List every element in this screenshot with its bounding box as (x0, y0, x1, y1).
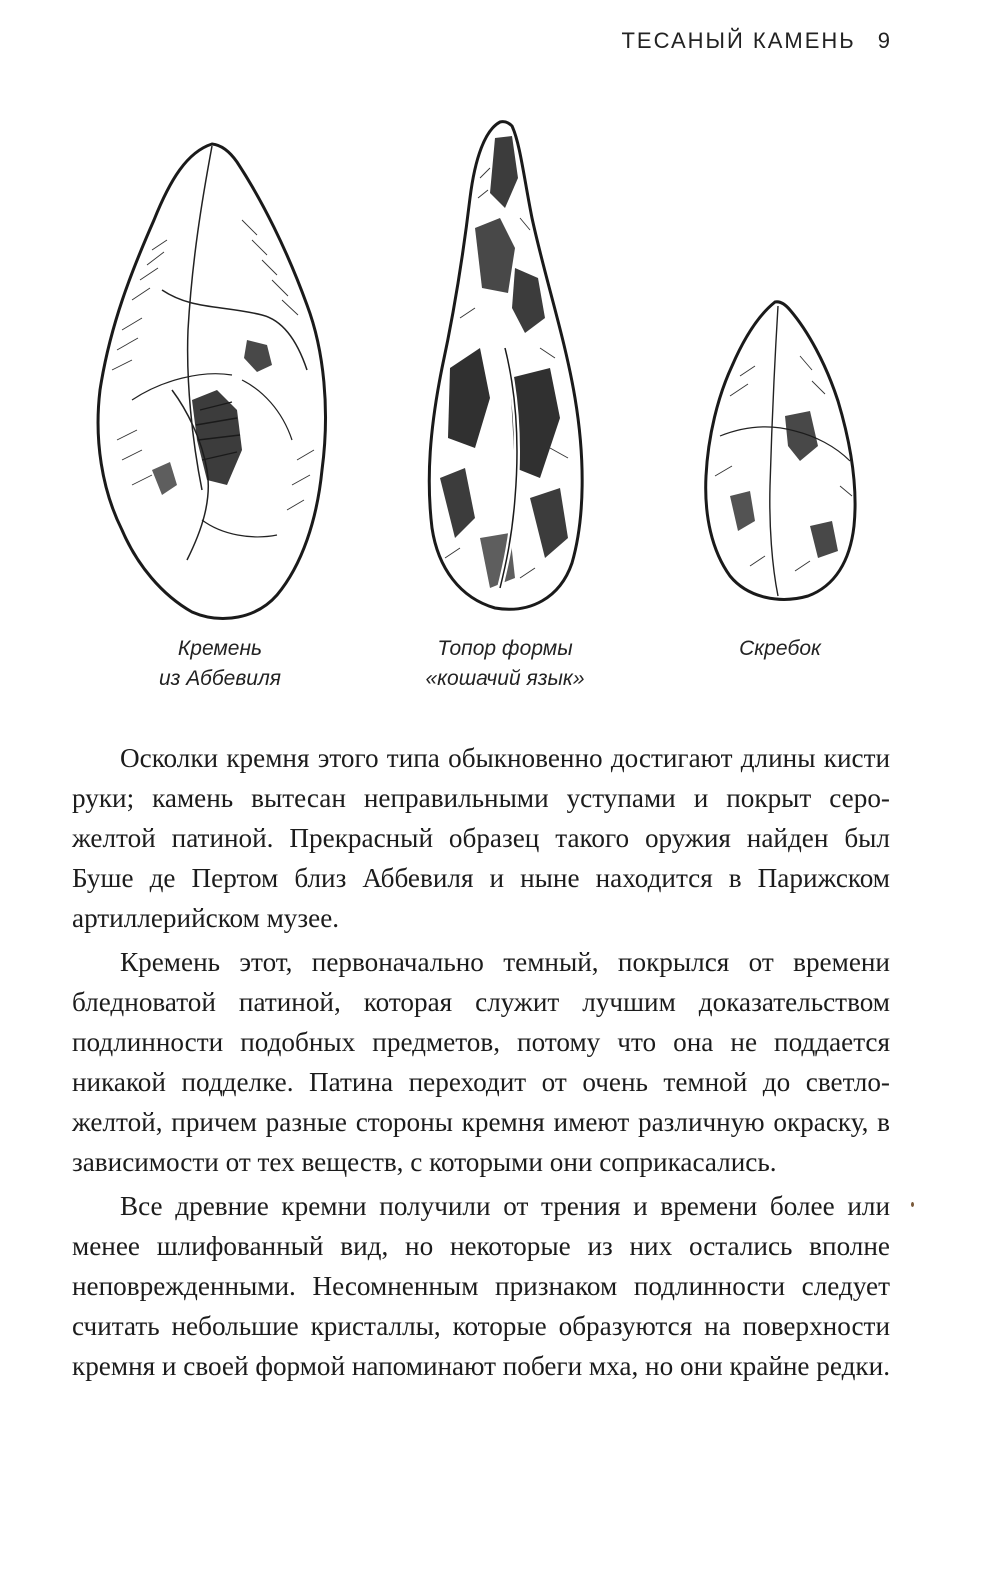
paragraph: Осколки кремня этого типа обыкновенно достигают длины кисти руки; камень вытесан неправильными уступами и покрыт серо-желтой патиной. Прекрасный образец такого оружия найден был Буше де Пертом близ Аббевиля и ныне находится в Парижском артиллерийском музее. (72, 743, 890, 933)
running-header (621, 28, 892, 54)
paragraph: Кремень этот, первоначально темный, покрылся от времени бледноватой патиной, которая служит лучшим доказательством подлинности подобных предметов, потому что она не поддается никакой подделке. Патина переходит от очень темной до светло-желтой, причем разные стороны кремня имеют различную окраску, в зависимости от тех веществ, с которыми они соприкасались. (72, 947, 890, 1177)
flint-handaxe-drawing-icon (92, 140, 337, 625)
cat-tongue-axe-drawing-icon (420, 118, 595, 618)
caption-line: Кремень (177, 637, 263, 660)
running-title: ТЕСАНЫЙ КАМЕНЬ (621, 28, 856, 53)
caption-line: Топор формы (437, 637, 573, 660)
figure-caption-1 (120, 634, 320, 694)
illustrations (0, 110, 1000, 690)
scraper-drawing-icon (700, 296, 860, 608)
caption-line: Скребок (739, 637, 821, 660)
caption-line: «кошачий язык» (425, 667, 585, 690)
figure-caption-3 (700, 634, 860, 664)
body-text (72, 738, 890, 1386)
print-speck (911, 1202, 914, 1207)
caption-line: из Аббевиля (158, 667, 282, 690)
page-number: 9 (877, 28, 892, 53)
paragraph: Все древние кремни получили от трения и времени более или менее шлифованный вид, но некоторые из них остались вполне неповрежденными. Несомненным признаком подлинности следует считать небольшие кристаллы, которые образуются на поверхности кремня и своей формой напоминают побеги мха, но они крайне редки. (72, 1191, 890, 1381)
figure-caption-2 (395, 634, 615, 694)
